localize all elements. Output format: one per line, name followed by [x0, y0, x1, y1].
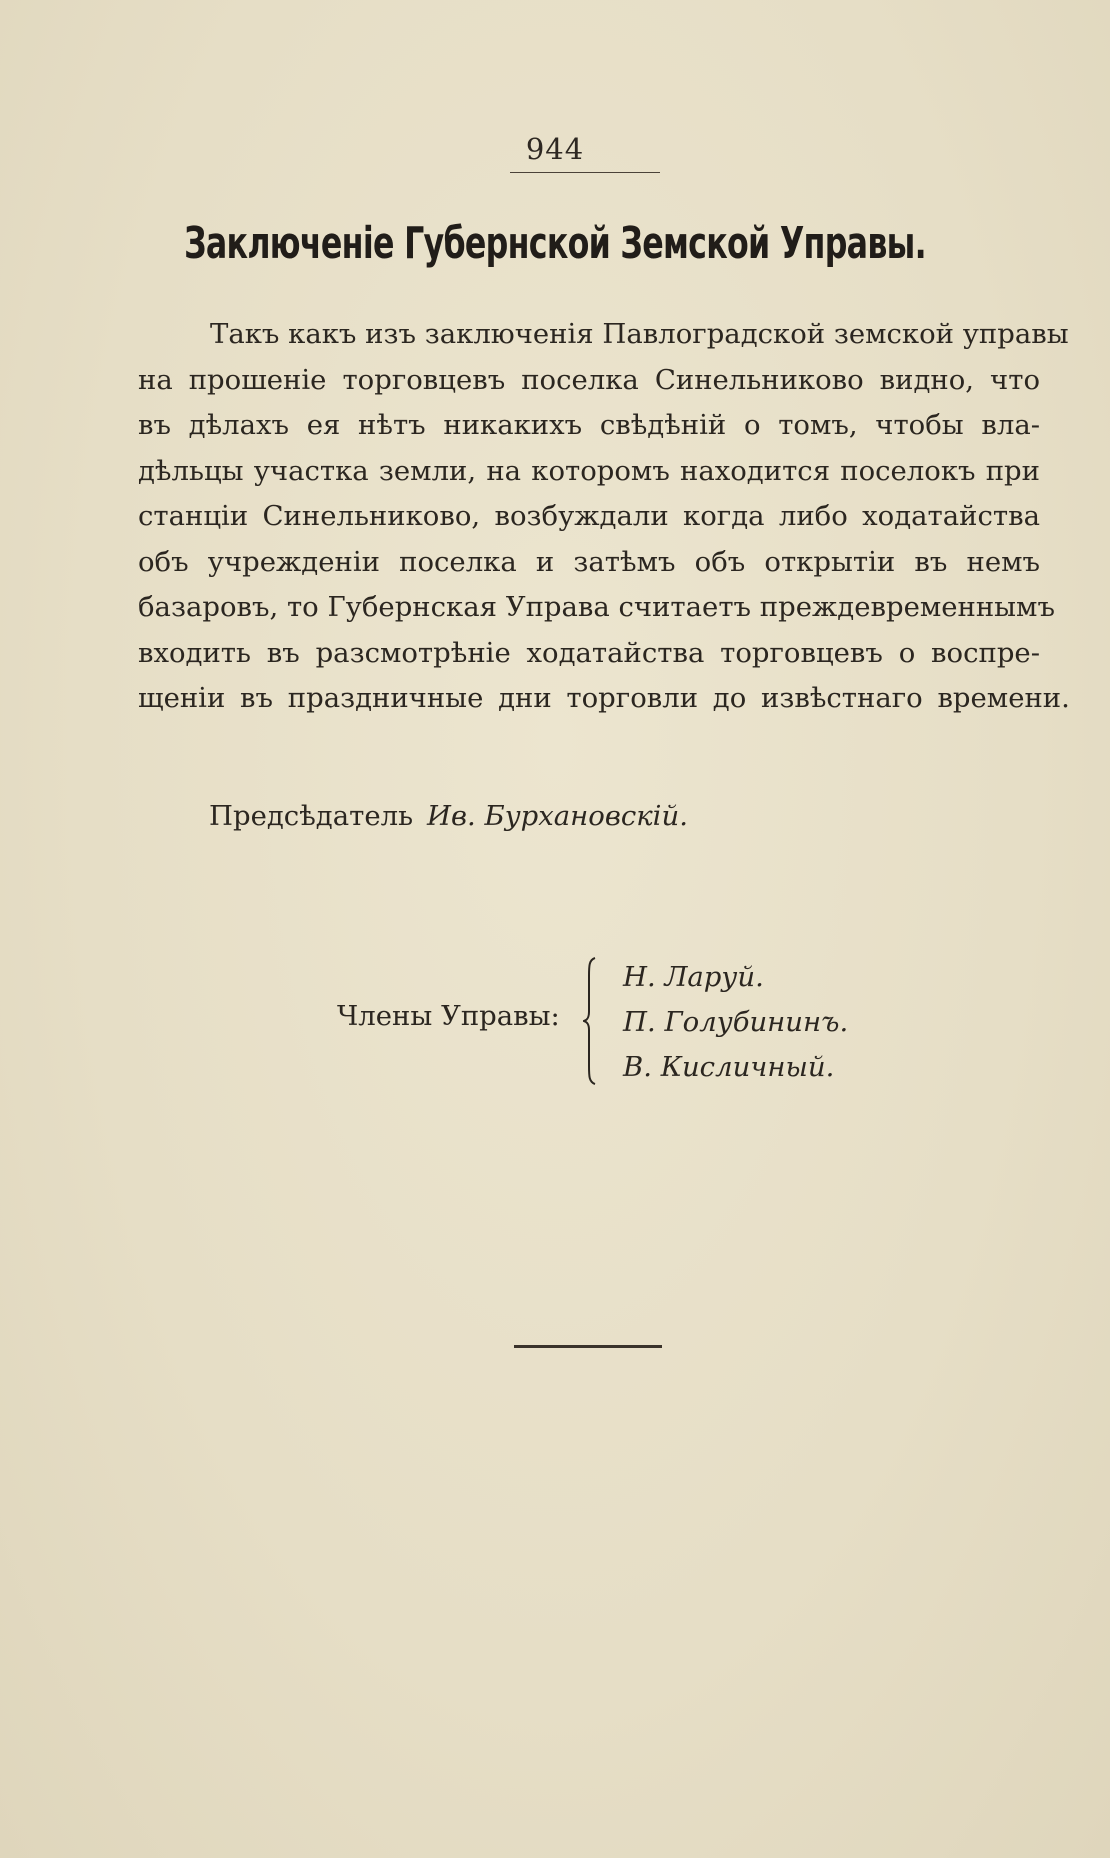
body-line: дѣльцы участка земли, на которомъ находится поселокъ при — [138, 454, 1040, 487]
page-number-underline — [510, 172, 660, 173]
chairman-signature — [209, 800, 688, 832]
body-line: Такъ какъ изъ заключенія Павлоградской земской управы — [210, 318, 1069, 350]
member-name: В. Кисличный. — [623, 1051, 835, 1083]
body-line: объ учрежденіи поселка и затѣмъ объ открытіи въ немъ — [138, 545, 1040, 578]
body-line: станціи Синельниково, возбуждали когда либо ходатайства — [138, 500, 1040, 532]
members-label: Члены Управы: — [337, 1000, 560, 1032]
body-paragraph — [138, 312, 1070, 722]
member-name: Н. Ларуй. — [623, 961, 764, 993]
page-number: 944 — [525, 132, 585, 166]
body-line: входить въ разсмотрѣніе ходатайства торговцевъ о воспре- — [138, 636, 1040, 669]
body-line: въ дѣлахъ ея нѣтъ никакихъ свѣдѣній о томъ, чтобы вла- — [138, 409, 1040, 441]
chairman-name: Ив. Бурхановскій. — [427, 800, 688, 832]
section-heading: Заключеніе Губернской Земской Управы. — [184, 218, 926, 269]
body-line: базаровъ, то Губернская Управа считаетъ преждевременнымъ — [138, 591, 1055, 623]
closing-rule — [514, 1345, 662, 1348]
member-name: П. Голубининъ. — [623, 1006, 849, 1038]
chairman-title: Предсѣдатель — [209, 800, 414, 832]
curly-brace-icon — [583, 956, 597, 1086]
body-line: на прошеніе торговцевъ поселка Синельниково видно, что — [138, 363, 1040, 396]
body-line: щеніи въ праздничные дни торговли до извѣстнаго времени. — [138, 682, 1070, 714]
members-list — [623, 955, 848, 1090]
